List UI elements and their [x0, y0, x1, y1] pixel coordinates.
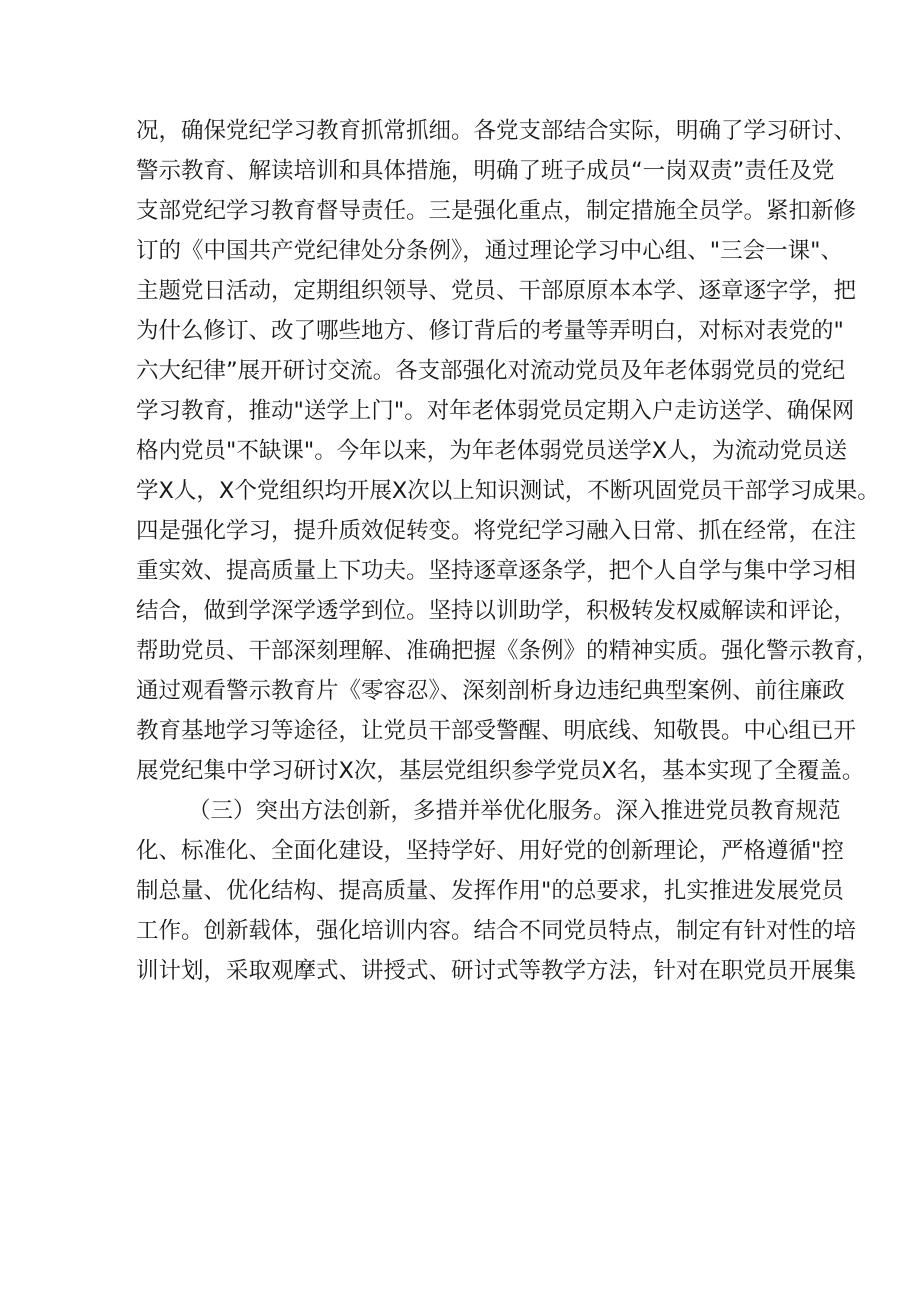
text-line: 重实效、提高质量上下功夫。坚持逐章逐条学，把个人自学与集中学习相 — [136, 558, 857, 584]
text-line: 为什么修订、改了哪些地方、修订背后的考量等弄明白，对标对表党的" — [136, 318, 844, 344]
text-line: 工作。创新载体，强化培训内容。结合不同党员特点，制定有针对性的培 — [136, 918, 857, 944]
text-line: 结合，做到学深学透学到位。坚持以训助学，积极转发权威解读和评论， — [136, 598, 857, 624]
text-line: 化、标准化、全面化建设，坚持学好、用好党的创新理论，严格遵循"控 — [136, 838, 844, 864]
text-line: 教育基地学习等途径，让党员干部受警醒、明底线、知敬畏。中心组已开 — [136, 718, 857, 744]
document-page — [136, 111, 880, 1211]
text-line: 主题党日活动，定期组织领导、党员、干部原原本本学、逐章逐字学，把 — [136, 278, 857, 304]
text-line: 通过观看警示教育片《零容忍》、深刻剖析身边违纪典型案例、前往廉政 — [136, 678, 845, 704]
text-line: 支部党纪学习教育督导责任。三是强化重点，制定措施全员学。紧扣新修 — [136, 198, 857, 224]
section-heading-line: （三）突出方法创新，多措并举优化服务。深入推进党员教育规范 — [188, 798, 841, 824]
text-line: 六大纪律”展开研讨交流。各支部强化对流动党员及年老体弱党员的党纪 — [136, 358, 846, 384]
text-line: 制总量、优化结构、提高质量、发挥作用"的总要求，扎实推进发展党员 — [136, 878, 844, 904]
text-line: 订的《中国共产党纪律处分条例》，通过理论学习中心组、"三会一课"、 — [136, 238, 843, 264]
text-line: 况，确保党纪学习教育抓常抓细。各党支部结合实际，明确了学习研讨、 — [136, 118, 857, 144]
text-line: 学习教育，推动"送学上门"。对年老体弱党员定期入户走访送学、确保网 — [136, 398, 855, 424]
text-line: 展党纪集中学习研讨X次，基层党组织参学党员X名，基本实现了全覆盖。 — [136, 758, 865, 784]
text-line: 警示教育、解读培训和具体措施，明确了班子成员“一岗双责”责任及党 — [136, 158, 835, 184]
text-line: 四是强化学习，提升质效促转变。将党纪学习融入日常、抓在经常，在注 — [136, 518, 857, 544]
text-line: 格内党员"不缺课"。今年以来，为年老体弱党员送学X人，为流动党员送 — [136, 438, 848, 464]
text-line: 训计划，采取观摩式、讲授式、研讨式等教学方法，针对在职党员开展集 — [136, 958, 857, 984]
text-line: 帮助党员、干部深刻理解、准确把握《条例》的精神实质。强化警示教育， — [136, 638, 879, 664]
text-line: 学X人，X个党组织均开展X次以上知识测试，不断巩固党员干部学习成果。 — [136, 478, 880, 504]
